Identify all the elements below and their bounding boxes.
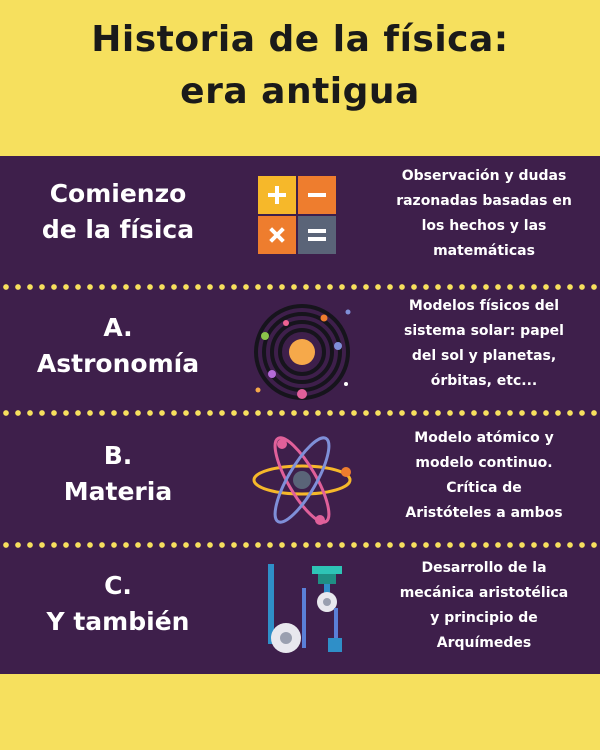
dotted-divider xyxy=(0,408,600,418)
row-description: Observación y dudas razonadas basadas en los hechos y las matemáticas xyxy=(396,168,572,259)
row-description: Desarrollo de la mecánica aristotélica y principio de Arquímedes xyxy=(399,560,569,651)
row-label-line-1: A. xyxy=(103,313,133,342)
title-line-2: era antigua xyxy=(180,71,420,112)
row-y-tambien xyxy=(0,552,600,674)
pulley-machine-icon xyxy=(248,558,356,666)
row-astronomia xyxy=(0,294,600,412)
row-label-line-2: Astronomía xyxy=(36,349,200,378)
row-label-line-1: C. xyxy=(104,571,132,600)
row-label-line-1: B. xyxy=(103,441,133,470)
atom-icon xyxy=(248,426,356,534)
row-description: Modelos físicos del sistema solar: papel del sol y planetas, órbitas, etc... xyxy=(404,298,564,389)
page-title xyxy=(0,14,600,118)
row-label-line-2: Y también xyxy=(46,607,190,636)
title-line-1: Historia de la física: xyxy=(91,19,509,60)
row-label-line-2: Materia xyxy=(63,477,173,506)
row-label xyxy=(8,176,228,248)
row-label-line-2: de la física xyxy=(41,215,195,244)
row-comienzo xyxy=(0,156,600,281)
content-panel xyxy=(0,156,600,674)
row-label xyxy=(8,438,228,510)
calculator-icon xyxy=(248,166,356,274)
row-description: Modelo atómico y modelo continuo. Crítica de Aristóteles a ambos xyxy=(405,430,563,521)
dotted-divider xyxy=(0,282,600,292)
solar-system-icon xyxy=(248,298,356,406)
row-materia xyxy=(0,420,600,542)
row-label xyxy=(8,568,228,640)
row-label xyxy=(8,310,228,382)
dotted-divider xyxy=(0,540,600,550)
row-label-line-1: Comienzo xyxy=(49,179,187,208)
